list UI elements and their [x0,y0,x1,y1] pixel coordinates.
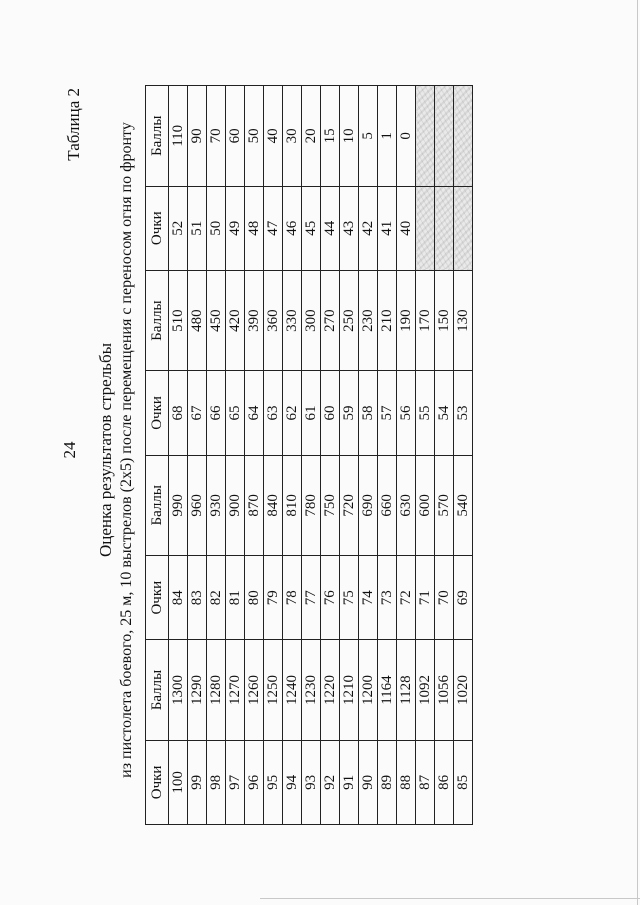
table-cell: 59 [340,371,359,455]
table-row [340,86,359,825]
table-cell: 690 [359,455,378,556]
table-body [169,86,473,825]
table-cell: 1240 [283,640,302,741]
table-cell: 44 [321,186,340,270]
table-cell: 43 [340,186,359,270]
table-cell [454,86,473,187]
table-cell: 1250 [264,640,283,741]
table-cell: 64 [245,371,264,455]
table-cell: 47 [264,186,283,270]
table-cell: 60 [321,371,340,455]
table-row [207,86,226,825]
table-subtitle: из пистолета боевого, 25 м, 10 выстрелов (2х5) после перемещения с переносом огня по фронту [118,122,135,778]
table-cell [435,186,454,270]
table-cell: 63 [264,371,283,455]
table-cell: 76 [321,556,340,640]
table-label: Таблица 2 [64,88,83,161]
table-cell: 1092 [416,640,435,741]
table-cell: 990 [169,455,188,556]
table-cell: 60 [226,86,245,187]
header-cell: Баллы [146,270,169,371]
table-cell: 15 [321,86,340,187]
table-cell: 82 [207,556,226,640]
scan-edge-bottom [260,898,640,899]
table-cell: 98 [207,740,226,824]
table-cell: 58 [359,371,378,455]
table-cell: 71 [416,556,435,640]
table-row [283,86,302,825]
table-cell: 20 [302,86,321,187]
table-cell: 74 [359,556,378,640]
table-cell: 78 [283,556,302,640]
rotated-content [60,70,580,830]
table-cell: 42 [359,186,378,270]
table-cell: 67 [188,371,207,455]
table-cell: 83 [188,556,207,640]
table-cell: 10 [340,86,359,187]
table-row [264,86,283,825]
table-cell: 49 [226,186,245,270]
table-row [454,86,473,825]
table-cell: 50 [207,186,226,270]
table-cell: 87 [416,740,435,824]
table-cell: 95 [264,740,283,824]
header-cell: Очки [146,371,169,455]
table-cell: 99 [188,740,207,824]
table-cell: 170 [416,270,435,371]
table-cell: 84 [169,556,188,640]
table-cell: 40 [264,86,283,187]
table-cell: 53 [454,371,473,455]
table-row [169,86,188,825]
table-cell [416,186,435,270]
score-table [145,85,473,825]
table-cell: 600 [416,455,435,556]
table-row [416,86,435,825]
table-cell: 570 [435,455,454,556]
table-cell: 77 [302,556,321,640]
table-cell: 55 [416,371,435,455]
table-cell: 1300 [169,640,188,741]
table-row [321,86,340,825]
page-number: 24 [60,441,79,459]
table-cell: 73 [378,556,397,640]
table-cell: 390 [245,270,264,371]
table-cell: 1270 [226,640,245,741]
table-cell: 930 [207,455,226,556]
table-cell: 300 [302,270,321,371]
table-row [245,86,264,825]
table-cell: 1230 [302,640,321,741]
header-cell: Баллы [146,640,169,741]
table-cell: 94 [283,740,302,824]
table-cell: 61 [302,371,321,455]
table-cell: 450 [207,270,226,371]
table-cell: 130 [454,270,473,371]
table-cell: 70 [207,86,226,187]
table-row [188,86,207,825]
table-cell: 57 [378,371,397,455]
table-cell [454,186,473,270]
header-cell: Очки [146,556,169,640]
table-cell: 1020 [454,640,473,741]
table-cell: 66 [207,371,226,455]
table-cell: 85 [454,740,473,824]
table-cell: 41 [378,186,397,270]
table-cell: 56 [397,371,416,455]
table-cell: 870 [245,455,264,556]
table-cell: 1056 [435,640,454,741]
table-cell: 1164 [378,640,397,741]
table-cell: 330 [283,270,302,371]
table-cell: 68 [169,371,188,455]
table-row [397,86,416,825]
table-cell: 86 [435,740,454,824]
table-cell: 48 [245,186,264,270]
table-title: Оценка результатов стрельбы [96,342,115,558]
table-cell: 52 [169,186,188,270]
table-cell: 100 [169,740,188,824]
table-cell: 1260 [245,640,264,741]
table-cell: 30 [283,86,302,187]
table-cell: 1220 [321,640,340,741]
table-cell [416,86,435,187]
table-cell: 70 [435,556,454,640]
table-cell: 72 [397,556,416,640]
table-cell: 1200 [359,640,378,741]
table-cell: 79 [264,556,283,640]
table-cell: 110 [169,86,188,187]
table-cell: 89 [378,740,397,824]
table-cell: 1210 [340,640,359,741]
table-cell: 80 [245,556,264,640]
header-cell: Очки [146,740,169,824]
header-row [146,86,169,825]
table-cell: 1280 [207,640,226,741]
table-cell: 40 [397,186,416,270]
table-cell: 210 [378,270,397,371]
scan-edge-right [637,0,638,905]
table-cell: 540 [454,455,473,556]
table-cell: 96 [245,740,264,824]
table-row [359,86,378,825]
table-cell: 780 [302,455,321,556]
table-cell: 1 [378,86,397,187]
header-cell: Очки [146,186,169,270]
table-cell: 0 [397,86,416,187]
table-cell: 69 [454,556,473,640]
table-cell: 45 [302,186,321,270]
table-cell: 630 [397,455,416,556]
table-cell: 900 [226,455,245,556]
table-cell: 840 [264,455,283,556]
table-cell: 720 [340,455,359,556]
table-cell: 270 [321,270,340,371]
table-cell: 91 [340,740,359,824]
table-cell: 65 [226,371,245,455]
table-cell: 1290 [188,640,207,741]
table-row [302,86,321,825]
table-cell: 75 [340,556,359,640]
table-cell: 750 [321,455,340,556]
table-cell: 62 [283,371,302,455]
table-cell: 54 [435,371,454,455]
table-cell: 81 [226,556,245,640]
table-cell: 810 [283,455,302,556]
table-cell: 97 [226,740,245,824]
table-cell: 1128 [397,640,416,741]
table-cell: 50 [245,86,264,187]
table-cell: 51 [188,186,207,270]
table-cell: 250 [340,270,359,371]
table-cell: 5 [359,86,378,187]
table-cell: 150 [435,270,454,371]
table-row [435,86,454,825]
table-cell: 960 [188,455,207,556]
table-row [226,86,245,825]
table-cell: 92 [321,740,340,824]
table-row [378,86,397,825]
table-cell: 230 [359,270,378,371]
table-cell: 420 [226,270,245,371]
table-cell: 88 [397,740,416,824]
table-cell: 90 [188,86,207,187]
table-cell: 90 [359,740,378,824]
table-cell: 190 [397,270,416,371]
header-cell: Баллы [146,455,169,556]
table-cell: 360 [264,270,283,371]
table-cell: 510 [169,270,188,371]
table-cell: 46 [283,186,302,270]
table-cell [435,86,454,187]
table-cell: 480 [188,270,207,371]
table-cell: 660 [378,455,397,556]
header-cell: Баллы [146,86,169,187]
table-cell: 93 [302,740,321,824]
